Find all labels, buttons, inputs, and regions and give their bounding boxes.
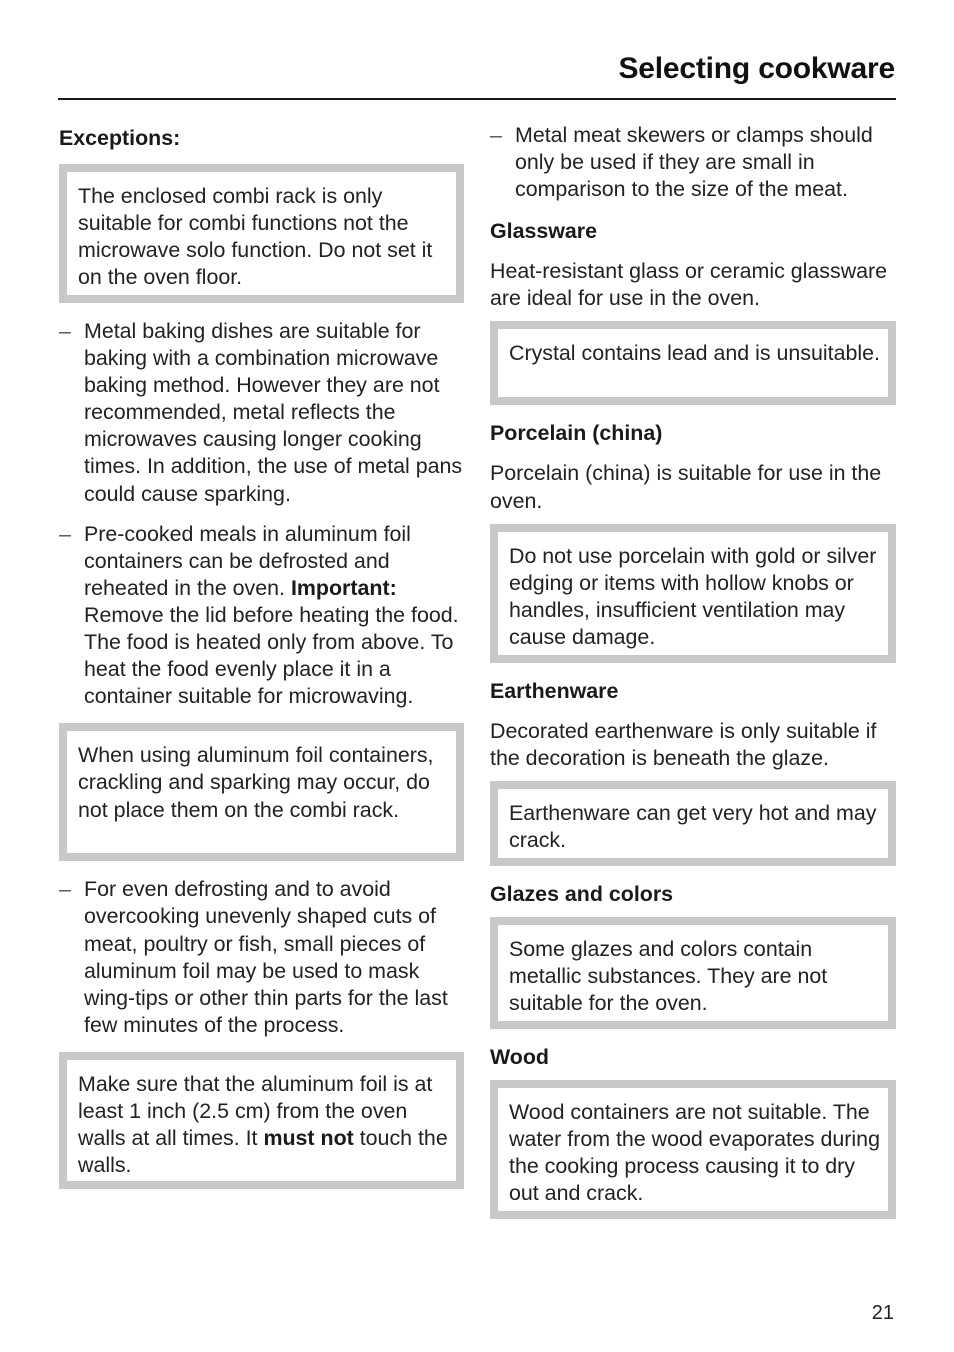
- list-item-text: For even defrosting and to avoid overcooking unevenly shaped cuts of meat, poultry or fish, small pieces of aluminum foil may be used to mask wing-tips or other thin parts for the last few minutes of the process.: [84, 877, 448, 1037]
- glassware-heading: Glassware: [490, 219, 598, 244]
- note-box-foil-containers: [59, 723, 464, 861]
- header-rule: [58, 98, 896, 100]
- porcelain-text: Porcelain (china) is suitable for use in the oven.: [490, 461, 882, 513]
- note-text: Do not use porcelain with gold or silver edging or items with hollow knobs or handles, insufficient ventilation may cause damage.: [509, 543, 877, 649]
- note-text: Wood containers are not suitable. The water from the wood evaporates during the cooking process causing it to dry out and crack.: [509, 1099, 880, 1206]
- list-item-text: The food is heated only from above. To heat the food evenly place it in a container suitable for microwaving.: [84, 630, 454, 709]
- important-label: Important:: [290, 575, 397, 600]
- note-box-wood: [490, 1080, 896, 1219]
- glassware-text: Heat-resistant glass or ceramic glassware are ideal for use in the oven.: [490, 259, 888, 311]
- note-text: Crystal contains lead and is unsuitable.: [509, 341, 880, 366]
- page-title: Selecting cookware: [618, 52, 895, 85]
- defrost-list: [59, 876, 464, 1039]
- note-text: Some glazes and colors contain metallic substances. They are not suitable for the oven.: [509, 936, 828, 1016]
- glazes-heading: Glazes and colors: [490, 881, 674, 906]
- list-item-text: Metal meat skewers or clamps should only be used if they are small in comparison to the size of the meat.: [515, 123, 873, 202]
- earthenware-text: Decorated earthenware is only suitable if the decoration is beneath the glaze.: [490, 718, 877, 770]
- note-text: Earthenware can get very hot and may crack.: [509, 800, 877, 852]
- list-item-metal-baking: [59, 318, 464, 508]
- note-box-foil-distance: [59, 1052, 464, 1189]
- note-box-combi-rack: [59, 164, 464, 303]
- skewers-list: [490, 122, 896, 203]
- note-box-crystal: [490, 321, 896, 405]
- note-text: Make sure that the aluminum foil is at least 1 inch (2.5 cm) from the oven walls at all times. It: [78, 1071, 433, 1151]
- note-box-earthenware: [490, 781, 896, 866]
- must-not-emphasis: must not: [263, 1126, 354, 1151]
- right-column: [490, 122, 896, 1219]
- left-column: [59, 122, 464, 1189]
- note-text: touch the walls.: [78, 1126, 448, 1178]
- list-item-foil-masking: [59, 876, 464, 1039]
- note-text: When using aluminum foil containers, crackling and sparking may occur, do not place them on the combi rack.: [78, 743, 434, 822]
- porcelain-heading: Porcelain (china): [490, 421, 663, 446]
- note-box-glazes: [490, 917, 896, 1029]
- note-box-porcelain: [490, 524, 896, 663]
- page-number: 21: [871, 1302, 894, 1324]
- list-item-precooked-meals: [59, 521, 464, 711]
- exceptions-list: [59, 318, 464, 710]
- list-item-text: Remove the lid before heating the food.: [84, 602, 459, 627]
- exceptions-heading: Exceptions:: [59, 126, 181, 150]
- list-item-text: Metal baking dishes are suitable for baking with a combination microwave baking method. However they are not recommended, metal reflects the microwaves causing longer cooking times. In addition, the use of metal pans could cause sparking.: [84, 319, 463, 506]
- list-item-skewers: [490, 122, 896, 203]
- list-item-text: Pre-cooked meals in aluminum foil containers can be defrosted and reheated in the oven.: [84, 521, 411, 600]
- note-text: The enclosed combi rack is only suitable for combi functions not the microwave solo function. Do not set it on the oven floor.: [78, 184, 433, 290]
- earthenware-heading: Earthenware: [490, 678, 619, 703]
- wood-heading: Wood: [490, 1044, 550, 1069]
